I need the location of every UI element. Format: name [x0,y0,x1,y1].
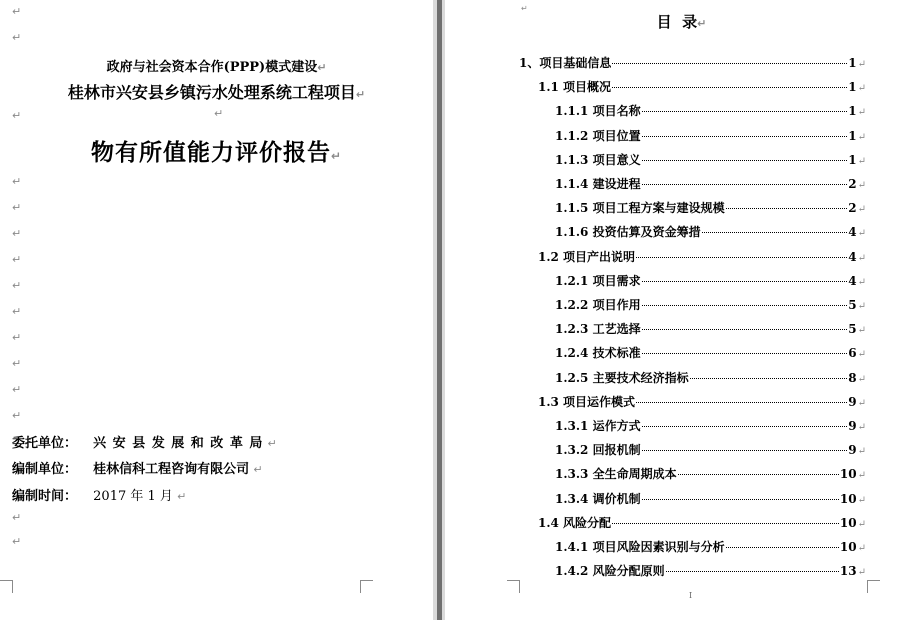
paragraph-mark: ↵ [857,228,866,239]
toc-entry-text: 1.1.3 项目意义 [555,153,641,167]
toc-leader-dots [636,402,847,403]
toc-entry[interactable] [555,417,866,434]
toc-entry-text: 1.3.1 运作方式 [555,419,641,433]
toc-leader-dots [642,329,848,330]
info-value: 桂林信科工程咨询有限公司 [93,462,250,477]
toc-leader-dots [678,474,839,475]
margin-corner-mark [0,580,13,593]
toc-entry-text: 1.2.3 工艺选择 [555,322,641,336]
paragraph-mark: ↵ [857,180,866,191]
paragraph-mark: ↵ [12,279,22,292]
toc-entry-page: 10 [839,516,857,530]
paragraph-mark: ↵ [12,305,22,318]
paragraph-mark: ↵ [857,83,866,94]
toc-entry-page: 2 [848,201,857,215]
toc-entry[interactable] [555,538,866,555]
toc-entry[interactable] [555,102,866,119]
toc-entry[interactable] [555,175,866,192]
toc-entry[interactable] [555,296,866,313]
paragraph-mark: ↵ [857,470,866,481]
toc-entry-page: 2 [848,177,857,191]
paragraph-mark: ↵ [857,398,866,409]
toc-entry-text: 1.4.2 风险分配原则 [555,564,665,578]
toc-entry[interactable] [555,344,866,361]
toc-entry[interactable] [538,248,866,265]
toc-entry-text: 1.1.6 投资估算及资金筹措 [555,225,701,239]
paragraph-mark: ↵ [857,495,866,506]
toc-entry[interactable] [555,465,866,482]
paragraph-mark: ↵ [12,535,22,548]
info-row-compiler: 编制单位： 桂林信科工程咨询有限公司 ↵ [12,462,263,477]
paragraph-mark: ↵ [857,107,866,118]
toc-entry-page: 4 [848,225,857,239]
toc-entry[interactable] [555,223,866,240]
toc-entry-text: 1.3.2 回报机制 [555,443,641,457]
toc-entry-page: 5 [848,322,857,336]
toc-entry-page: 4 [848,274,857,288]
toc-entry-page: 9 [848,395,857,409]
toc-entry-page: 8 [848,371,857,385]
toc-entry-text: 1.4 风险分配 [538,516,612,530]
page-gutter [433,0,445,620]
toc-leader-dots [612,87,847,88]
paragraph-mark: ↵ [12,201,22,214]
paragraph-mark: ↵ [857,422,866,433]
paragraph-mark: ↵ [12,175,22,188]
toc-entry[interactable] [555,127,866,144]
toc-entry-text: 1.4.1 项目风险因素识别与分析 [555,540,725,554]
toc-entry[interactable] [555,562,866,579]
paragraph-mark: ↵ [12,253,22,266]
paragraph-mark: ↵ [12,331,22,344]
toc-entry-text: 1.1 项目概况 [538,80,612,94]
paragraph-mark: ↵ [12,511,22,524]
cover-page [0,0,433,620]
toc-entry-page: 6 [848,346,857,360]
toc-leader-dots [642,426,848,427]
paragraph-mark: ↵ [857,567,866,578]
toc-entry-text: 1、项目基础信息 [519,56,612,70]
toc-entry[interactable] [555,369,866,386]
toc-leader-dots [642,450,848,451]
paragraph-mark: ↵ [857,543,866,554]
paragraph-mark: ↵ [521,4,528,13]
toc-leader-dots [612,523,839,524]
toc-entry-text: 1.1.2 项目位置 [555,129,641,143]
toc-entry-text: 1.2 项目产出说明 [538,250,636,264]
info-label: 委托单位： [12,436,78,451]
info-row-date: 编制时间： 2017 年 1 月 ↵ [12,489,187,504]
toc-leader-dots [636,257,847,258]
toc-entry[interactable] [555,441,866,458]
toc-leader-dots [642,281,848,282]
toc-leader-dots [642,305,848,306]
paragraph-mark: ↵ [12,383,22,396]
paragraph-mark: ↵ [857,204,866,215]
toc-entry[interactable] [555,272,866,289]
cover-header-line2: 桂林市兴安县乡镇污水处理系统工程项目↵ [67,83,366,102]
paragraph-mark: ↵ [12,357,22,370]
toc-entry-text: 1.3 项目运作模式 [538,395,636,409]
toc-entry-page: 5 [848,298,857,312]
toc-page [445,0,918,620]
toc-leader-dots [642,136,848,137]
paragraph-mark: ↵ [12,5,22,18]
toc-entry-text: 1.1.5 项目工程方案与建设规模 [555,201,725,215]
paragraph-mark: ↵ [857,253,866,264]
toc-entry-text: 1.2.1 项目需求 [555,274,641,288]
margin-corner-mark [360,580,373,593]
toc-leader-dots [612,63,847,64]
paragraph-mark: ↵ [857,446,866,457]
toc-entry-text: 1.3.3 全生命周期成本 [555,467,677,481]
toc-entry-page: 1 [848,129,857,143]
margin-corner-mark [867,580,880,593]
toc-title: 目 录↵ [656,13,707,31]
toc-entry-text: 1.3.4 调价机制 [555,492,641,506]
toc-entry[interactable] [555,199,866,216]
margin-corner-mark [507,580,520,593]
toc-entry-page: 10 [839,540,857,554]
info-value: 2017 年 1 月 [93,489,173,504]
paragraph-mark: ↵ [857,349,866,360]
toc-entry-text: 1.2.5 主要技术经济指标 [555,371,689,385]
toc-entry-page: 1 [848,80,857,94]
toc-entry[interactable] [538,514,866,531]
toc-leader-dots [642,160,848,161]
toc-leader-dots [666,571,839,572]
toc-entry[interactable] [555,490,866,507]
paragraph-mark: ↵ [857,325,866,336]
paragraph-mark: ↵ [857,59,866,70]
toc-entry-page: 1 [848,104,857,118]
paragraph-mark: ↵ [857,301,866,312]
paragraph-mark: ↵ [857,156,866,167]
report-title: 物有所值能力评价报告↵ [90,139,343,166]
toc-leader-dots [642,353,848,354]
paragraph-mark: ↵ [857,132,866,143]
toc-entry-text: 1.2.4 技术标准 [555,346,641,360]
paragraph-mark: ↵ [857,277,866,288]
toc-leader-dots [690,378,848,379]
toc-leader-dots [642,499,839,500]
toc-entry-page: 9 [848,443,857,457]
toc-leader-dots [702,232,848,233]
toc-entry-page: 10 [839,492,857,506]
paragraph-mark: ↵ [214,107,224,120]
toc-entry-text: 1.1.1 项目名称 [555,104,641,118]
toc-entry-text: 1.2.2 项目作用 [555,298,641,312]
toc-entry-page: 4 [848,250,857,264]
paragraph-mark: ↵ [857,519,866,530]
toc-entry[interactable] [555,320,866,337]
toc-entry-text: 1.1.4 建设进程 [555,177,641,191]
toc-entry[interactable] [555,151,866,168]
toc-entry-page: 10 [839,467,857,481]
toc-leader-dots [726,547,839,548]
page-number: I [689,591,693,600]
toc-entry[interactable] [519,54,866,71]
info-row-client: 委托单位： 兴 安 县 发 展 和 改 革 局 ↵ [12,436,277,451]
paragraph-mark: ↵ [857,374,866,385]
paragraph-mark: ↵ [12,409,22,422]
toc-entry-page: 1 [848,56,857,70]
cover-header-line1: 政府与社会资本合作(PPP)模式建设↵ [106,60,327,75]
info-value: 兴 安 县 发 展 和 改 革 局 [93,436,264,451]
paragraph-mark: ↵ [12,31,22,44]
toc-leader-dots [642,184,848,185]
paragraph-mark: ↵ [12,109,22,122]
toc-entry[interactable] [538,78,866,95]
toc-entry[interactable] [538,393,866,410]
toc-leader-dots [642,111,848,112]
toc-entry-page: 9 [848,419,857,433]
info-label: 编制单位： [12,462,78,477]
paragraph-mark: ↵ [12,227,22,240]
toc-entry-page: 13 [839,564,857,578]
toc-leader-dots [726,208,848,209]
toc-entry-page: 1 [848,153,857,167]
info-label: 编制时间： [12,489,78,504]
